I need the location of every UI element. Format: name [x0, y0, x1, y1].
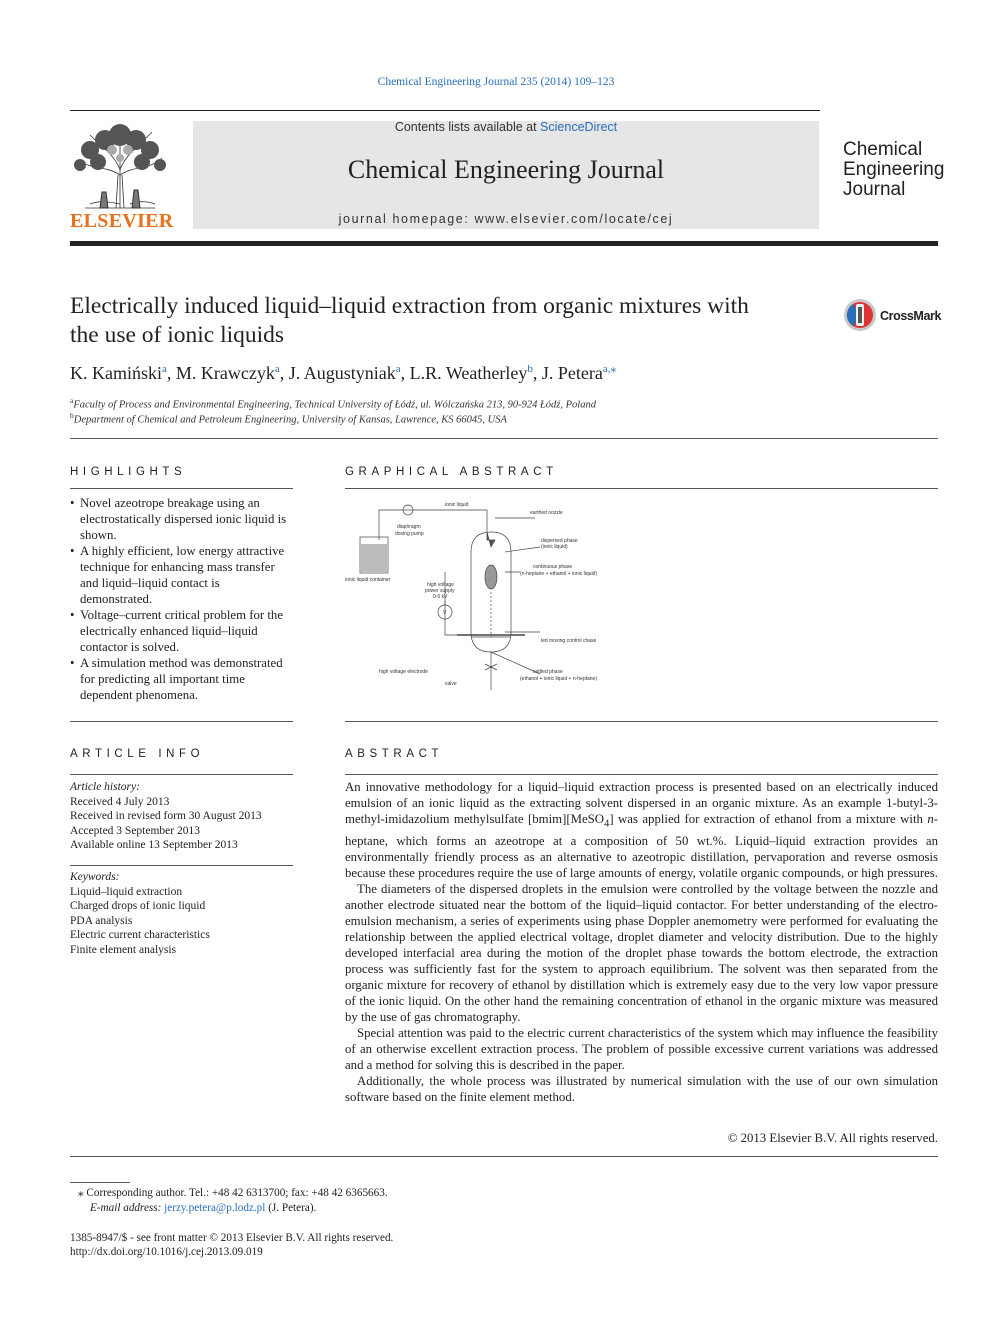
highlights-rule: [70, 488, 293, 489]
abstract-paragraph: Additionally, the whole process was illustrated by numerical simulation with the use of our own simulation software based on the finite element method.: [345, 1073, 938, 1104]
author[interactable]: J. Augustyniak: [288, 363, 396, 383]
author-sup[interactable]: a,⁎: [602, 363, 616, 375]
abstract-body: [345, 779, 938, 1105]
author[interactable]: M. Krawczyk: [175, 363, 275, 383]
ga-label: ionic liquid: [445, 502, 469, 508]
ga-label: high voltage: [427, 582, 454, 588]
journal-citation[interactable]: Chemical Engineering Journal 235 (2014) 109–123: [377, 76, 615, 88]
footnote-rule: [70, 1182, 130, 1183]
article-info-heading: ARTICLE INFO: [70, 748, 205, 760]
ga-label: (n-heptane + ethanol + ionic liquid): [520, 571, 597, 577]
ga-label: dispersed phase: [541, 538, 578, 544]
copyright: © 2013 Elsevier B.V. All rights reserved.: [727, 1131, 938, 1145]
history-item: Received 4 July 2013: [70, 795, 170, 808]
author-sup[interactable]: a: [274, 363, 280, 375]
abstract-bottom-rule: [70, 1156, 938, 1157]
ga-label: (ethanol + ionic liquid + n-heptane): [520, 676, 597, 682]
abstract-heading: ABSTRACT: [345, 748, 444, 760]
header-thick-rule: [70, 241, 938, 246]
ga-label: dosing pump: [395, 531, 424, 537]
graphical-abstract-rule: [345, 488, 938, 489]
article-info-rule: [70, 774, 293, 775]
elsevier-tree-logo: [70, 120, 170, 217]
journal-side-logo: [843, 140, 944, 200]
abstract-paragraph: The diameters of the dispersed droplets in the emulsion were controlled by the voltage between the nozzle and another electrode situated near the bottom of the liquid–liquid contactor. For better understanding of the electro-emulsion mechanism, a series of experiments using phase Doppler anemometry were performed for evaluating the relationship between the applied electrical voltage, droplet diameter and velocity distribution. Due to the highly developed interfacial area during the motion of the droplet phase towards the bottom electrode, the extraction process was sufficiently fast for the system to approach equilibrium. The solvent was then separated from the organic mixture for recovery of ethanol by distillation which is extremely easy due to the very low vapor pressure of the ionic liquid. On the other hand the remaining concentration of ethanol in the organic mixture was measured by the use of gas chromatography.: [345, 881, 938, 1024]
authors-rule: [70, 438, 938, 439]
history-item: Received in revised form 30 August 2013: [70, 810, 262, 822]
abstract-paragraph: Special attention was paid to the electric current characteristics of the system which may influence the feasibility of an otherwise excellent extraction process. The problem of possible excessive current variations was addressed and a method for solving this is described in the paper.: [345, 1025, 938, 1072]
ga-label: V: [443, 610, 447, 616]
header-top-rule: [70, 110, 820, 111]
keywords: Keywords: Liquid–liquid extraction Charged drops of ionic liquid PDA analysis Electric current characteristics Finite element analysis: [70, 870, 295, 957]
history-item: Accepted 3 September 2013: [70, 824, 200, 837]
author[interactable]: L.R. Weatherley: [409, 363, 528, 383]
keyword[interactable]: Electric current characteristics: [70, 929, 210, 941]
crossmark-icon[interactable]: [843, 298, 877, 337]
keyword[interactable]: PDA analysis: [70, 914, 133, 927]
abstract-paragraph: An innovative methodology for a liquid–liquid extraction process is presented based on an electrically induced emulsion of an ionic liquid as the extracting solvent dispersed in an organic mixture. As an example 1-butyl-3-methyl-imidazolium methylsulfate [bmim][MeSO$_4$] was applied for extraction of ethanol from a mixture with n-heptane, which forms an azeotrope at a composition of 50 wt.%. Liquid–liquid extraction provides an environmentally friendly process as an alternative to azeotropic distillation, pervaporation and reverse osmosis because these procedures require the use of large amounts of energy, volatile organic compounds, or high pressures.: [345, 780, 938, 880]
abstract-rule: [345, 774, 938, 775]
article-title: Electrically induced liquid–liquid extraction from organic mixtures with the use of ionic liquids: [70, 293, 749, 348]
highlight-item: • Novel azeotrope breakage using an electrostatically dispersed ionic liquid is shown.: [70, 495, 295, 543]
doi-link[interactable]: http://dx.doi.org/10.1016/j.cej.2013.09.019: [70, 1246, 263, 1258]
author-sup[interactable]: a: [162, 363, 167, 375]
email-line: E-mail address: jerzy.petera@p.lodz.pl (J. Petera).: [90, 1202, 317, 1214]
crossmark-label[interactable]: CrossMark: [880, 309, 942, 323]
author-sup[interactable]: b: [527, 363, 533, 375]
ga-label: power supply: [425, 588, 455, 594]
affiliation-a: $^a$Faculty of Process and Environmental Engineering, Technical University of Łódź, ul. Wólczańska 213, 90-924 Łódź, Poland: [70, 396, 596, 411]
ga-label: (ionic liquid): [541, 544, 568, 550]
journal-homepage[interactable]: journal homepage: www.elsevier.com/locate/cej: [338, 212, 674, 226]
graphical-abstract-figure: [345, 492, 625, 697]
ga-label: continuous phase: [533, 564, 573, 570]
highlights-bottom-rule: [70, 721, 293, 722]
highlight-item: • Voltage–current critical problem for the electrically enhanced liquid–liquid contactor is solved.: [70, 607, 295, 655]
highlights-list: [70, 495, 295, 703]
issn-line: 1385-8947/$ - see front matter © 2013 Elsevier B.V. All rights reserved.: [70, 1232, 394, 1244]
keyword[interactable]: Liquid–liquid extraction: [70, 885, 183, 898]
email-link[interactable]: jerzy.petera@p.lodz.pl: [164, 1202, 266, 1214]
graphical-abstract-heading: GRAPHICAL ABSTRACT: [345, 466, 558, 478]
publisher-name[interactable]: ELSEVIER: [70, 210, 174, 232]
side-logo-line: Chemical: [843, 139, 923, 160]
highlight-item: • A highly efficient, low energy attractive technique for enhancing mass transfer and liquid–liquid contact is demonstrated.: [70, 543, 295, 607]
ga-label: diaphragm: [397, 524, 421, 530]
keyword[interactable]: Finite element analysis: [70, 943, 177, 956]
affiliation-b: $^b$Department of Chemical and Petroleum Engineering, University of Kansas, Lawrence, KS 66045, USA: [70, 411, 507, 426]
corresponding-author: ⁎ Corresponding author. Tel.: +48 42 6313700; fax: +48 42 6365663.: [78, 1187, 388, 1199]
ga-label: 0-5 kV: [433, 594, 448, 600]
side-logo-line: Engineering: [843, 159, 945, 180]
history-item: Available online 13 September 2013: [70, 839, 238, 851]
author-sup[interactable]: a: [395, 363, 401, 375]
ga-label: valve: [445, 681, 457, 687]
author[interactable]: K. Kamiński: [70, 363, 162, 383]
ga-label: led moving control chase: [541, 638, 597, 644]
ga-label: ionic liquid container: [345, 577, 391, 583]
highlight-item: • A simulation method was demonstrated for predicting all important time dependent phenomena.: [70, 655, 295, 703]
keyword[interactable]: Charged drops of ionic liquid: [70, 900, 206, 912]
article-history: Article history: Received 4 July 2013 Received in revised form 30 August 2013 Accepted 3 September 2013 Available online 13 September 2013: [70, 780, 295, 853]
side-logo-line: Journal: [843, 179, 906, 200]
ga-label: earthed nozzle: [530, 510, 563, 516]
author-list: K. Kamiński$^a$, M. Krawczyk$^a$, J. Augustyniak$^a$, L.R. Weatherley$^b$, J. Petera$^{a,⁎}$: [70, 363, 616, 383]
highlights-heading: HIGHLIGHTS: [70, 466, 187, 478]
ga-label: high voltage electrode: [379, 669, 428, 675]
author[interactable]: J. Petera: [541, 363, 603, 383]
ga-label: settled phase: [533, 669, 563, 675]
keywords-rule: [70, 865, 293, 866]
journal-title: Chemical Engineering Journal: [347, 155, 665, 184]
contents-line: Contents lists available at ScienceDirect: [394, 120, 618, 134]
sciencedirect-link[interactable]: ScienceDirect: [540, 120, 618, 134]
graphical-abstract-bottom-rule: [345, 721, 938, 722]
